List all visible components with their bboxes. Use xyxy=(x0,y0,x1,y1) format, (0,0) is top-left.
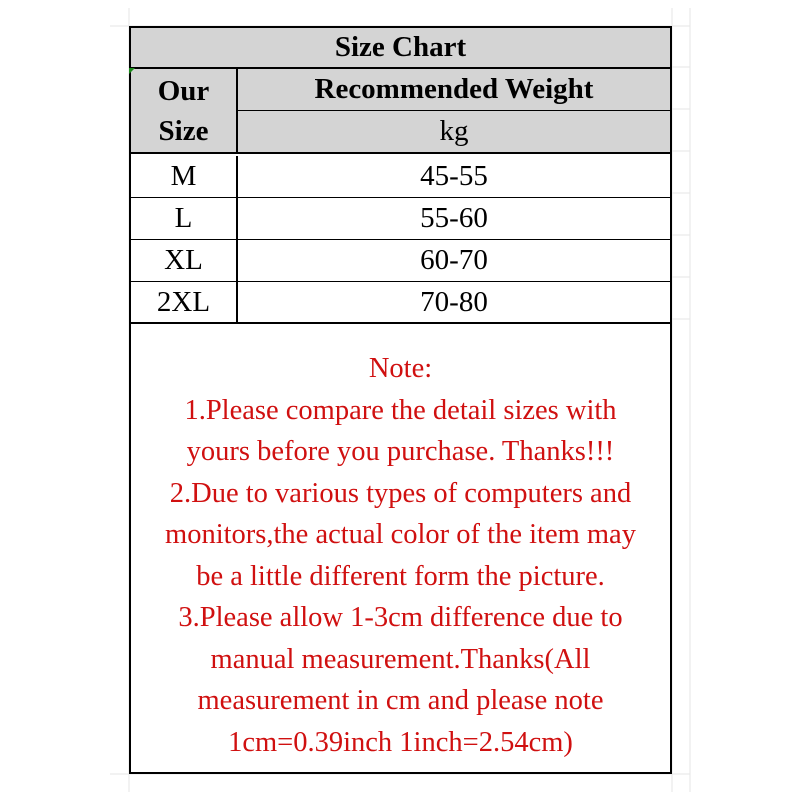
weight-header-unit: kg xyxy=(439,115,469,147)
table-row xyxy=(131,156,670,198)
table-row xyxy=(131,198,670,240)
note-line: measurement in cm and please note xyxy=(197,685,604,716)
note-line: 2.Due to various types of computers and xyxy=(169,477,632,509)
weight-cell: 60-70 xyxy=(420,244,488,276)
weight-cell: 55-60 xyxy=(420,202,488,234)
note-section xyxy=(131,324,670,772)
table-header xyxy=(131,69,670,154)
note-heading: Note: xyxy=(368,353,433,384)
size-cell: 2XL xyxy=(131,282,238,322)
note-line: 1cm=0.39inch 1inch=2.54cm) xyxy=(228,726,573,758)
note-line: manual measurement.Thanks(All xyxy=(210,643,591,675)
size-cell: M xyxy=(131,156,238,197)
note-line: yours before you purchase. Thanks!!! xyxy=(186,436,615,467)
size-cell: XL xyxy=(131,240,238,281)
size-cell: L xyxy=(131,198,238,239)
note-line: be a little different form the picture. xyxy=(196,560,605,592)
size-header-line1: Our xyxy=(157,74,210,107)
size-header-line2: Size xyxy=(158,114,209,147)
table-title-row xyxy=(131,28,670,69)
size-column-header xyxy=(131,69,238,152)
table-title: Size Chart xyxy=(131,28,670,67)
cell-corner-marker xyxy=(129,68,135,74)
weight-column-header xyxy=(238,69,670,152)
note-line: monitors,the actual color of the item may xyxy=(165,519,636,550)
weight-cell: 45-55 xyxy=(420,160,488,192)
weight-cell: 70-80 xyxy=(420,285,488,318)
note-line: 3.Please allow 1-3cm difference due to xyxy=(178,602,623,633)
size-chart-table xyxy=(129,26,672,774)
table-row xyxy=(131,240,670,282)
weight-header-label: Recommended Weight xyxy=(238,69,670,111)
note-line: 1.Please compare the detail sizes with xyxy=(184,394,617,426)
table-row xyxy=(131,282,670,324)
